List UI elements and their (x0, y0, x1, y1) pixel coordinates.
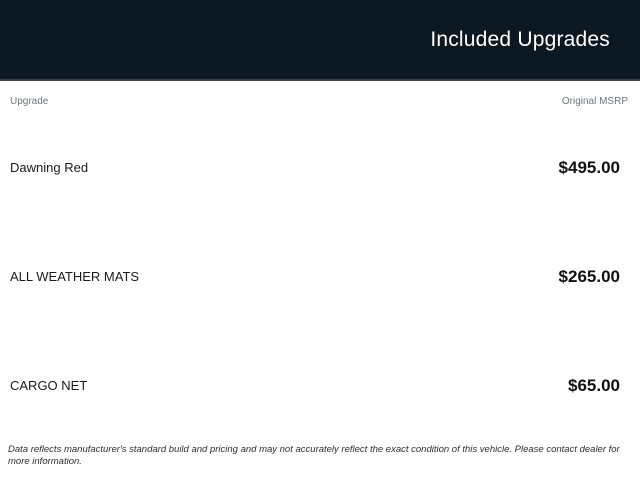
upgrade-msrp: $495.00 (558, 157, 620, 177)
panel-title: Included Upgrades (430, 27, 610, 51)
column-header-upgrade: Upgrade (10, 96, 49, 107)
table-row (0, 331, 640, 440)
upgrade-name: CARGO NET (10, 378, 88, 393)
upgrades-table (0, 113, 640, 440)
table-row (0, 113, 640, 222)
upgrade-msrp: $65.00 (568, 375, 620, 395)
upgrade-msrp: $265.00 (558, 266, 620, 286)
upgrade-name: Dawning Red (10, 160, 89, 175)
panel-footer (0, 440, 640, 468)
column-header-original-msrp: Original MSRP (561, 96, 628, 107)
disclaimer-text: Data reflects manufacturer's standard build and pricing and may not accurately reflect the exact condition of this vehicle. Please contact dealer for more information. (8, 444, 620, 467)
table-row (0, 222, 640, 331)
table-column-headers (0, 81, 640, 113)
upgrade-name: ALL WEATHER MATS (10, 269, 140, 284)
panel-header (0, 0, 640, 81)
